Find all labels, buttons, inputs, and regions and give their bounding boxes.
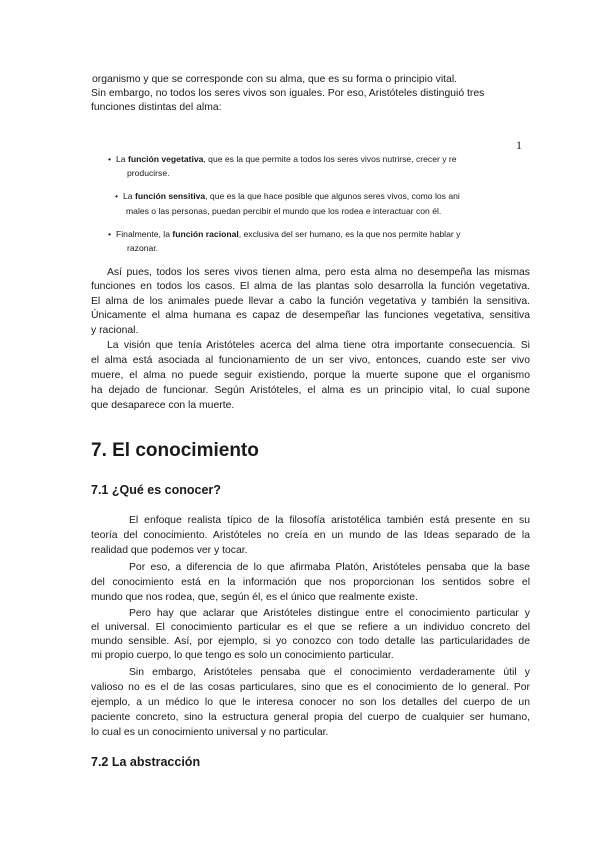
text-line: Así pues, todos los seres vivos tienen alma, pero esta alma no desempeña las mismas xyxy=(107,267,530,278)
function-name: función sensitiva xyxy=(134,191,206,201)
text-line: el universal. El conocimiento particular es el que se refiere a un individuo concreto del xyxy=(91,622,530,633)
text-line: lo cual es un conocimiento universal y no particular. xyxy=(91,727,329,738)
text-line: realidad que podemos ver y tocar. xyxy=(91,545,248,556)
text-line: mundo que nos rodea, que, según él, es el único que realmente existe. xyxy=(91,592,418,603)
function-name: función racional xyxy=(172,229,239,239)
text-line: Pero hay que aclarar que Aristóteles distingue entre el conocimiento particular y xyxy=(129,608,530,619)
text-line: mi propio cuerpo, lo que tengo es solo un conocimiento particular. xyxy=(91,650,394,661)
bullet-icon: • xyxy=(115,191,119,201)
text-line: que desaparece con la muerte. xyxy=(91,400,235,411)
subsection-title: 7.1 ¿Qué es conocer? xyxy=(91,483,221,497)
text-line: Sin embargo, Aristóteles pensaba que el conocimiento verdaderamente útil y xyxy=(129,667,530,678)
text-line: La visión que tenía Aristóteles acerca del alma tiene otra importante consecuencia. Si xyxy=(107,340,530,351)
text-line: valioso no es el de las cosas particulares, sino que es el conocimiento de lo general. Por xyxy=(91,682,530,693)
text-line: Por eso, a diferencia de lo que afirmaba Platón, Aristóteles pensaba que la base xyxy=(129,562,530,573)
text-line: ha dejado de funcionar. Según Aristóteles, el alma es un principio vital, lo cual supone xyxy=(91,385,530,396)
text-line: El alma de los animales puede llevar a cabo la función vegetativa y también la sensitiva. xyxy=(91,296,530,307)
text-line: el alma está asociada al funcionamiento de un ser vivo, entonces, cuando este ser vivo xyxy=(91,355,530,366)
intro-line-2: Sin embargo, no todos los seres vivos son iguales. Por eso, Aristóteles distinguió tres xyxy=(91,88,485,99)
section-title: 7. El conocimiento xyxy=(91,440,259,461)
text-line: El enfoque realista típico de la filosofía aristotélica también está presente en su xyxy=(129,515,530,526)
text-line: muere, el alma no puede seguir existiendo, porque la muerte supone que el organismo xyxy=(91,370,530,381)
intro-line-3: funciones distintas del alma: xyxy=(91,102,222,113)
text-line: paciente concreto, sino la estructura general propia del cuerpo de cualquier ser humano, xyxy=(91,712,530,723)
text-line: teoría del conocimiento. Aristóteles no creía en un mundo de las Ideas separado de la xyxy=(91,530,530,541)
text-line: mundo sensible. Así, por ejemplo, si yo conozco con todo detalle las particularidades de xyxy=(91,636,530,647)
list-item-continuation: males o las personas, puedan percibir el mundo que los rodea e interactuar con él. xyxy=(126,206,442,216)
text-line: del conocimiento está en la información que nos proporcionan los sentidos sobre el xyxy=(91,577,530,588)
text-line: Únicamente el alma humana es capaz de desempeñar las funciones vegetativa, sensitiva xyxy=(91,310,530,321)
list-item-continuation: producirse. xyxy=(127,168,170,178)
bullet-icon: • xyxy=(108,154,112,164)
list-item: • La función sensitiva, que es la que hace posible que algunos seres vivos, como los ani xyxy=(115,191,460,201)
text-line: ejemplo, a un médico lo que le interesa conocer no son los detalles del cuerpo de un xyxy=(91,697,530,708)
list-item-continuation: razonar. xyxy=(127,243,159,253)
function-name: función vegetativa xyxy=(127,154,204,164)
list-item: • La función vegetativa, que es la que permite a todos los seres vivos nutrirse, crecer y re xyxy=(108,154,457,164)
text-line: funciones en todos los casos. El alma de las plantas solo desarrolla la función vegetativa. xyxy=(91,281,530,292)
subsection-title: 7.2 La abstracción xyxy=(91,755,201,769)
intro-line-1: organismo y que se corresponde con su alma, que es su forma o principio vital. xyxy=(92,74,458,85)
page-number: 1 xyxy=(516,138,522,152)
list-item: • Finalmente, la función racional, exclusiva del ser humano, es la que nos permite hablar y xyxy=(108,229,461,239)
text-line: y racional. xyxy=(91,325,139,336)
bullet-icon: • xyxy=(108,229,112,239)
